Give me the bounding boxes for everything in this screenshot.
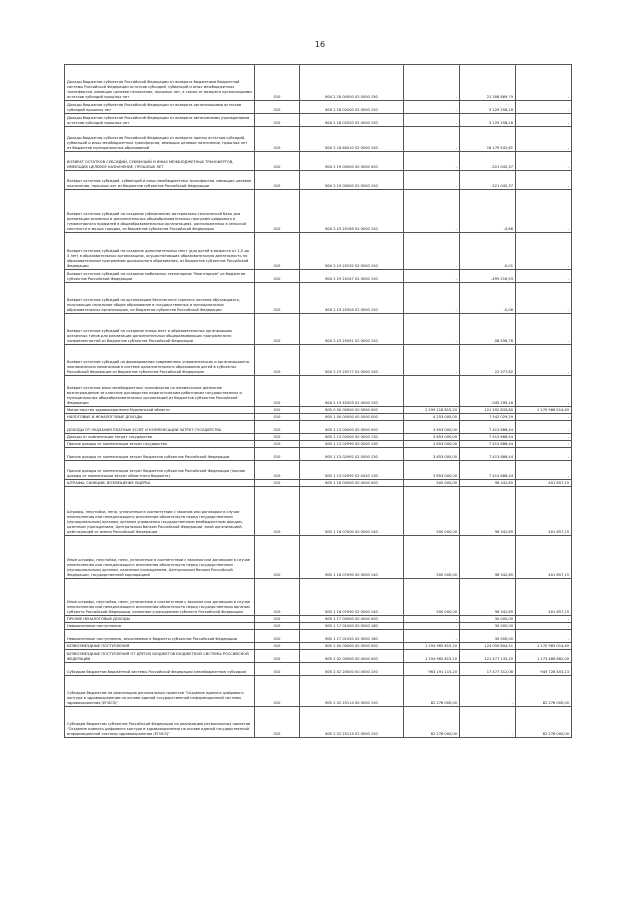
row-name-cell: Невыясненные поступления bbox=[65, 623, 255, 630]
row-name-cell: Иные штрафы, неустойки, пени, уплаченные в соответствии с законом или договором в случае неисполнения или ненадлежащего исполнения обязательств перед государственным (муниципальным) органом, казенным учреждением, Центральным банком Российской Федерации, государственной корпорацией bbox=[65, 536, 255, 579]
admin-code-cell: 010 bbox=[255, 414, 300, 421]
admin-code-cell: 010 bbox=[255, 421, 300, 434]
admin-code-cell: 010 bbox=[255, 487, 300, 536]
classification-code-cell: 805 2 02 20000 00 0000 150 bbox=[300, 663, 404, 676]
admin-code-cell: 010 bbox=[255, 114, 300, 127]
table-row bbox=[65, 114, 572, 127]
row-name-cell: Невыясненные поступления, зачисляемые в бюджеты субъектов Российской Федерации bbox=[65, 630, 255, 643]
executed-amount-cell: 7 413 686,44 bbox=[460, 421, 516, 434]
row-name-cell: Прочие доходы от компенсации затрат бюджетов субъектов Российской Федерации (прочие доходы от компенсации затрат областного бюджета) bbox=[65, 461, 255, 480]
executed-amount-cell: - bbox=[460, 676, 516, 707]
classification-code-cell: 805 1 13 02992 02 0000 130 bbox=[300, 448, 404, 461]
table-row bbox=[65, 233, 572, 270]
classification-code-cell: 804 2 19 00000 02 0000 150 bbox=[300, 171, 404, 190]
page-number: 16 bbox=[314, 40, 326, 49]
row-name-cell: Доходы бюджетов субъектов Российской Федерации от возврата бюджетами бюджетной системы Российской Федерации остатков субсидий, субвенций и иных межбюджетных трансфертов, имеющих целевое назначение, прошлых лет, а также от возврата организациями остатков субсидий прошлых лет bbox=[65, 65, 255, 101]
admin-code-cell: 010 bbox=[255, 630, 300, 643]
classification-code-cell: 804 2 19 25277 02 0000 150 bbox=[300, 345, 404, 376]
row-name-cell: НАЛОГОВЫЕ И НЕНАЛОГОВЫЕ ДОХОДЫ bbox=[65, 414, 255, 421]
table-row bbox=[65, 127, 572, 152]
admin-code-cell: 010 bbox=[255, 663, 300, 676]
classification-code-cell: 805 1 16 00000 00 0000 000 bbox=[300, 480, 404, 487]
classification-code-cell: 805 2 02 25114 02 0000 150 bbox=[300, 707, 404, 738]
unexecuted-amount-cell: - bbox=[516, 101, 572, 114]
table-row bbox=[65, 487, 572, 536]
table-row bbox=[65, 579, 572, 616]
executed-amount-cell: -521 045,37 bbox=[460, 171, 516, 190]
approved-amount-cell: - bbox=[404, 127, 460, 152]
approved-amount-cell: 500 000,00 bbox=[404, 487, 460, 536]
row-name-cell: БЕЗВОЗМЕЗДНЫЕ ПОСТУПЛЕНИЯ bbox=[65, 643, 255, 650]
row-name-cell: БЕЗВОЗМЕЗДНЫЕ ПОСТУПЛЕНИЯ ОТ ДРУГИХ БЮДЖЕТОВ БЮДЖЕТНОЙ СИСТЕМЫ РОССИЙСКОЙ ФЕДЕРАЦИИ bbox=[65, 650, 255, 663]
approved-amount-cell: - bbox=[404, 233, 460, 270]
unexecuted-amount-cell: 401 657,15 bbox=[516, 480, 572, 487]
unexecuted-amount-cell: 945 728 403,13 bbox=[516, 663, 572, 676]
table-row bbox=[65, 152, 572, 171]
executed-amount-cell: -0,01 bbox=[460, 233, 516, 270]
row-name-cell: Возврат остатков субсидий на формирование современных управленческих и организационно-экономических механизмов в системе дополнительного образования детей в субъектах Российской Федерации из бюджетов субъектов Российской Федерации bbox=[65, 345, 255, 376]
admin-code-cell: 010 bbox=[255, 441, 300, 448]
table-row bbox=[65, 345, 572, 376]
executed-amount-cell: 98 342,85 bbox=[460, 579, 516, 616]
unexecuted-amount-cell: - bbox=[516, 376, 572, 407]
executed-amount-cell: 121 592 833,80 bbox=[460, 407, 516, 414]
executed-amount-cell: - bbox=[460, 707, 516, 738]
row-name-cell: Субсидии бюджетам бюджетной системы Российской Федерации (межбюджетные субсидии) bbox=[65, 663, 255, 676]
admin-code-cell: 010 bbox=[255, 270, 300, 283]
classification-code-cell: 805 1 13 02000 00 0000 130 bbox=[300, 434, 404, 441]
approved-amount-cell: 4 253 000,00 bbox=[404, 414, 460, 421]
unexecuted-amount-cell: - bbox=[516, 65, 572, 101]
executed-amount-cell: 7 413 686,44 bbox=[460, 441, 516, 448]
unexecuted-amount-cell: - bbox=[516, 283, 572, 314]
table-row bbox=[65, 414, 572, 421]
classification-code-cell: 805 2 00 00000 00 0000 000 bbox=[300, 643, 404, 650]
approved-amount-cell: - bbox=[404, 114, 460, 127]
admin-code-cell: 010 bbox=[255, 233, 300, 270]
classification-code-cell: 805 1 17 01020 02 0000 180 bbox=[300, 630, 404, 643]
unexecuted-amount-cell: - bbox=[516, 441, 572, 448]
row-name-cell: ВОЗВРАТ ОСТАТКОВ СУБСИДИЙ, СУБВЕНЦИЙ И ИНЫХ МЕЖБЮДЖЕТНЫХ ТРАНСФЕРТОВ, ИМЕЮЩИХ ЦЕЛЕВОЕ НАЗНАЧЕНИЕ, ПРОШЛЫХ ЛЕТ bbox=[65, 152, 255, 171]
classification-code-cell: 805 1 13 00000 00 0000 000 bbox=[300, 421, 404, 434]
row-name-cell: Возврат остатков субсидий на создание мобильных технопарков "Кванториум" из бюджетов субъектов Российской Федерации bbox=[65, 270, 255, 283]
unexecuted-amount-cell: - bbox=[516, 421, 572, 434]
table-row bbox=[65, 616, 572, 623]
unexecuted-amount-cell: - bbox=[516, 345, 572, 376]
executed-amount-cell: 30 000,00 bbox=[460, 630, 516, 643]
executed-amount-cell: 7 413 686,44 bbox=[460, 448, 516, 461]
table-row bbox=[65, 630, 572, 643]
admin-code-cell: 010 bbox=[255, 448, 300, 461]
executed-amount-cell: 7 542 029,29 bbox=[460, 414, 516, 421]
row-name-cell: Доходы бюджетов субъектов Российской Федерации от возврата организациями остатков субсидий прошлых лет bbox=[65, 101, 255, 114]
unexecuted-amount-cell: 401 657,15 bbox=[516, 536, 572, 579]
classification-code-cell: 804 2 19 25247 02 0000 150 bbox=[300, 270, 404, 283]
row-name-cell: Возврат остатков субсидий, субвенций и иных межбюджетных трансфертов, имеющих целевое назначение, прошлых лет из бюджетов субъектов Российской Федерации bbox=[65, 171, 255, 190]
approved-amount-cell: - bbox=[404, 630, 460, 643]
unexecuted-amount-cell: - bbox=[516, 623, 572, 630]
approved-amount-cell: 500 000,00 bbox=[404, 536, 460, 579]
approved-amount-cell: 3 653 000,00 bbox=[404, 421, 460, 434]
row-name-cell: Субсидии бюджетам субъектов Российской Федерации на реализацию региональных проектов "Создание единого цифрового контура в здравоохранении на основе единой государственной информационной системы здравоохранения (ЕГИСЗ)" bbox=[65, 707, 255, 738]
approved-amount-cell: - bbox=[404, 376, 460, 407]
approved-amount-cell: 82 276 000,00 bbox=[404, 707, 460, 738]
classification-code-cell: 804 2 18 00000 02 0000 150 bbox=[300, 65, 404, 101]
table-row bbox=[65, 407, 572, 414]
unexecuted-amount-cell: - bbox=[516, 127, 572, 152]
admin-code-cell: 010 bbox=[255, 101, 300, 114]
approved-amount-cell: - bbox=[404, 314, 460, 345]
table-row bbox=[65, 480, 572, 487]
unexecuted-amount-cell: 82 276 000,00 bbox=[516, 676, 572, 707]
approved-amount-cell: - bbox=[404, 283, 460, 314]
row-name-cell: Доходы бюджетов субъектов Российской Федерации от возврата прочих остатков субсидий, субвенций и иных межбюджетных трансфертов, имеющих целевое назначение, прошлых лет из бюджетов муниципальных образований bbox=[65, 127, 255, 152]
approved-amount-cell: 82 276 000,00 bbox=[404, 676, 460, 707]
approved-amount-cell: 500 000,00 bbox=[404, 480, 460, 487]
unexecuted-amount-cell: - bbox=[516, 171, 572, 190]
approved-amount-cell: - bbox=[404, 345, 460, 376]
table-row bbox=[65, 650, 572, 663]
table-row bbox=[65, 461, 572, 480]
table-row bbox=[65, 623, 572, 630]
classification-code-cell: 805 1 13 02990 00 0000 130 bbox=[300, 441, 404, 448]
unexecuted-amount-cell: - bbox=[516, 114, 572, 127]
row-name-cell: Возврат остатков иных межбюджетных трансфертов на ежемесячное денежное вознаграждение за классное руководство педагогическим работникам государственных и муниципальных общеобразовательных организаций из бюджетов субъектов Российской Федерации bbox=[65, 376, 255, 407]
row-name-cell: Субсидии бюджетам на реализацию региональных проектов "Создание единого цифрового контура в здравоохранении на основе единой государственной информационной системы здравоохранения (ЕГИСЗ)" bbox=[65, 676, 255, 707]
classification-code-cell: 805 1 16 07000 00 0000 140 bbox=[300, 487, 404, 536]
executed-amount-cell: 5 129 258,18 bbox=[460, 101, 516, 114]
classification-code-cell: 805 1 16 07090 02 0000 140 bbox=[300, 579, 404, 616]
unexecuted-amount-cell: - bbox=[516, 233, 572, 270]
row-name-cell: Иные штрафы, неустойки, пени, уплаченные в соответствии с законом или договором в случае неисполнения или ненадлежащего исполнения обязательств перед государственным органом субъекта Российской Федерации, казенным учреждением субъекта Российской Федерации bbox=[65, 579, 255, 616]
unexecuted-amount-cell: - bbox=[516, 152, 572, 171]
row-name-cell: Прочие доходы от компенсации затрат государства bbox=[65, 441, 255, 448]
unexecuted-amount-cell: - bbox=[516, 190, 572, 233]
admin-code-cell: 010 bbox=[255, 616, 300, 623]
row-name-cell: Возврат остатков субсидий на организацию бесплатного горячего питания обучающихся, получающих начальное общее образование в государственных и муниципальных образовательных организациях, из бюджетов субъектов Российской Федерации bbox=[65, 283, 255, 314]
classification-code-cell: 805 1 16 07090 00 0000 140 bbox=[300, 536, 404, 579]
unexecuted-amount-cell: 1 170 965 014,49 bbox=[516, 643, 572, 650]
classification-code-cell: 805 2 02 00000 00 0000 000 bbox=[300, 650, 404, 663]
table-row bbox=[65, 314, 572, 345]
executed-amount-cell: 5 129 258,18 bbox=[460, 114, 516, 127]
row-name-cell: Возврат остатков субсидий на создание новых мест в образовательных организациях различных типов для реализации дополнительных общеразвивающих программ всех направленностей из бюджетов субъектов Российской Федерации bbox=[65, 314, 255, 345]
unexecuted-amount-cell: 401 657,15 bbox=[516, 487, 572, 536]
approved-amount-cell: - bbox=[404, 270, 460, 283]
unexecuted-amount-cell: - bbox=[516, 630, 572, 643]
executed-amount-cell: 22 377,82 bbox=[460, 345, 516, 376]
admin-code-cell: 010 bbox=[255, 345, 300, 376]
unexecuted-amount-cell: 82 276 000,00 bbox=[516, 707, 572, 738]
approved-amount-cell: 3 653 000,00 bbox=[404, 448, 460, 461]
executed-amount-cell: 98 342,85 bbox=[460, 480, 516, 487]
table-row bbox=[65, 676, 572, 707]
admin-code-cell: 010 bbox=[255, 480, 300, 487]
unexecuted-amount-cell: - bbox=[516, 414, 572, 421]
executed-amount-cell: -495 216,93 bbox=[460, 270, 516, 283]
classification-code-cell: 804 2 19 25304 02 0000 150 bbox=[300, 283, 404, 314]
classification-code-cell: 804 2 19 25169 02 0000 150 bbox=[300, 190, 404, 233]
table-row bbox=[65, 434, 572, 441]
admin-code-cell: 010 bbox=[255, 314, 300, 345]
table-row bbox=[65, 707, 572, 738]
row-name-cell: ПРОЧИЕ НЕНАЛОГОВЫЕ ДОХОДЫ bbox=[65, 616, 255, 623]
admin-code-cell: 010 bbox=[255, 407, 300, 414]
classification-code-cell: 805 1 13 02992 02 0420 130 bbox=[300, 461, 404, 480]
admin-code-cell: 010 bbox=[255, 190, 300, 233]
classification-code-cell: 805 1 17 00000 00 0000 000 bbox=[300, 616, 404, 623]
row-name-cell: Министерство здравоохранения Мурманской области bbox=[65, 407, 255, 414]
approved-amount-cell: 963 191 115,20 bbox=[404, 663, 460, 676]
table-row bbox=[65, 441, 572, 448]
unexecuted-amount-cell: 401 657,15 bbox=[516, 579, 572, 616]
table-row bbox=[65, 376, 572, 407]
approved-amount-cell: 3 653 000,00 bbox=[404, 434, 460, 441]
executed-amount-cell: 98 342,85 bbox=[460, 536, 516, 579]
unexecuted-amount-cell: - bbox=[516, 270, 572, 283]
approved-amount-cell: - bbox=[404, 65, 460, 101]
admin-code-cell: 010 bbox=[255, 536, 300, 579]
executed-amount-cell: 7 413 686,44 bbox=[460, 434, 516, 441]
row-name-cell: Прочие доходы от компенсации затрат бюджетов субъектов Российской Федерации bbox=[65, 448, 255, 461]
executed-amount-cell: -58 556,78 bbox=[460, 314, 516, 345]
row-name-cell: Доходы бюджетов субъектов Российской Федерации от возврата автономными учреждениями остатков субсидий прошлых лет bbox=[65, 114, 255, 127]
table-row bbox=[65, 643, 572, 650]
unexecuted-amount-cell: 1 170 966 014,49 bbox=[516, 407, 572, 414]
admin-code-cell: 010 bbox=[255, 707, 300, 738]
unexecuted-amount-cell: - bbox=[516, 314, 572, 345]
classification-code-cell: 804 2 18 02000 02 0000 150 bbox=[300, 101, 404, 114]
admin-code-cell: 010 bbox=[255, 579, 300, 616]
executed-amount-cell: 30 000,00 bbox=[460, 616, 516, 623]
table-row bbox=[65, 270, 572, 283]
unexecuted-amount-cell: - bbox=[516, 461, 572, 480]
executed-amount-cell: 17 477 312,08 bbox=[460, 663, 516, 676]
admin-code-cell: 010 bbox=[255, 461, 300, 480]
admin-code-cell: 010 bbox=[255, 152, 300, 171]
approved-amount-cell: 1 299 218 815,20 bbox=[404, 407, 460, 414]
unexecuted-amount-cell: 1 173 488 682,00 bbox=[516, 650, 572, 663]
executed-amount-cell: 21 308 869,79 bbox=[460, 65, 516, 101]
approved-amount-cell: - bbox=[404, 616, 460, 623]
table-row bbox=[65, 65, 572, 101]
admin-code-cell: 010 bbox=[255, 623, 300, 630]
unexecuted-amount-cell: - bbox=[516, 434, 572, 441]
approved-amount-cell: - bbox=[404, 152, 460, 171]
classification-code-cell: 804 2 18 60010 02 0000 150 bbox=[300, 127, 404, 152]
unexecuted-amount-cell: - bbox=[516, 448, 572, 461]
row-name-cell: Возврат остатков субсидий на создание (обновление) материально-технической базы для реализации основных и дополнительных общеобразовательных программ цифрового и гуманитарного профилей в общеобразовательных организациях, расположенных в сельской местности и малых городах, из бюджетов субъектов Российской Федерации bbox=[65, 190, 255, 233]
classification-code-cell: 805 0 00 00000 00 0000 000 bbox=[300, 407, 404, 414]
executed-amount-cell: 30 000,00 bbox=[460, 623, 516, 630]
table-row bbox=[65, 190, 572, 233]
table-row bbox=[65, 448, 572, 461]
approved-amount-cell: 3 653 000,00 bbox=[404, 441, 460, 448]
budget-revenue-table bbox=[64, 64, 572, 738]
executed-amount-cell: -345 299,18 bbox=[460, 376, 516, 407]
executed-amount-cell: -0,06 bbox=[460, 283, 516, 314]
row-name-cell: Штрафы, неустойки, пени, уплаченные в соответствии с законом или договором в случае неисполнения или ненадлежащего исполнения обязательств перед государственным (муниципальным) органом, органом управления государственным внебюджетным фондом, казенным учреждением, Центральным банком Российской Федерации, иной организацией, действующей от имени Российской Федерации bbox=[65, 487, 255, 536]
table-row bbox=[65, 101, 572, 114]
executed-amount-cell: 124 050 804,51 bbox=[460, 643, 516, 650]
admin-code-cell: 010 bbox=[255, 376, 300, 407]
approved-amount-cell: 1 294 965 815,20 bbox=[404, 643, 460, 650]
classification-code-cell: 805 2 02 25114 00 0000 150 bbox=[300, 676, 404, 707]
classification-code-cell: 805 1 17 01000 00 0000 180 bbox=[300, 623, 404, 630]
admin-code-cell: 010 bbox=[255, 65, 300, 101]
admin-code-cell: 010 bbox=[255, 434, 300, 441]
table-row bbox=[65, 421, 572, 434]
row-name-cell: ДОХОДЫ ОТ ОКАЗАНИЯ ПЛАТНЫХ УСЛУГ И КОМПЕНСАЦИИ ЗАТРАТ ГОСУДАРСТВА bbox=[65, 421, 255, 434]
approved-amount-cell: 3 653 000,00 bbox=[404, 461, 460, 480]
row-name-cell: Возврат остатков субсидий на создание дополнительных мест (для детей в возрасте от 1,5 до 3 лет) в образовательных организациях, осуществляющих образовательную деятельность по образовательным программам дошкольного образования, из бюджетов субъектов Российской Федерации bbox=[65, 233, 255, 270]
executed-amount-cell: 121 477 133,20 bbox=[460, 650, 516, 663]
admin-code-cell: 010 bbox=[255, 171, 300, 190]
table-row bbox=[65, 536, 572, 579]
executed-amount-cell: -0,66 bbox=[460, 190, 516, 233]
row-name-cell: ШТРАФЫ, САНКЦИИ, ВОЗМЕЩЕНИЕ УЩЕРБА bbox=[65, 480, 255, 487]
row-name-cell: Доходы от компенсации затрат государства bbox=[65, 434, 255, 441]
executed-amount-cell: -521 045,37 bbox=[460, 152, 516, 171]
admin-code-cell: 010 bbox=[255, 676, 300, 707]
approved-amount-cell: - bbox=[404, 101, 460, 114]
executed-amount-cell: 16 179 542,61 bbox=[460, 127, 516, 152]
approved-amount-cell: - bbox=[404, 171, 460, 190]
approved-amount-cell: - bbox=[404, 190, 460, 233]
approved-amount-cell: - bbox=[404, 623, 460, 630]
classification-code-cell: 804 2 19 25232 02 0000 150 bbox=[300, 233, 404, 270]
admin-code-cell: 010 bbox=[255, 283, 300, 314]
admin-code-cell: 010 bbox=[255, 643, 300, 650]
table-row bbox=[65, 171, 572, 190]
classification-code-cell: 804 2 18 02020 02 0000 150 bbox=[300, 114, 404, 127]
unexecuted-amount-cell: - bbox=[516, 616, 572, 623]
admin-code-cell: 010 bbox=[255, 127, 300, 152]
approved-amount-cell: 1 294 965 815,20 bbox=[404, 650, 460, 663]
admin-code-cell: 010 bbox=[255, 650, 300, 663]
classification-code-cell: 805 1 00 00000 00 0000 000 bbox=[300, 414, 404, 421]
classification-code-cell: 804 2 19 00000 00 0000 000 bbox=[300, 152, 404, 171]
table-row bbox=[65, 283, 572, 314]
classification-code-cell: 804 2 19 25491 02 0000 150 bbox=[300, 314, 404, 345]
table-row bbox=[65, 663, 572, 676]
classification-code-cell: 804 2 19 45303 02 0000 150 bbox=[300, 376, 404, 407]
executed-amount-cell: 7 413 686,44 bbox=[460, 461, 516, 480]
executed-amount-cell: 98 342,85 bbox=[460, 487, 516, 536]
approved-amount-cell: 500 000,00 bbox=[404, 579, 460, 616]
